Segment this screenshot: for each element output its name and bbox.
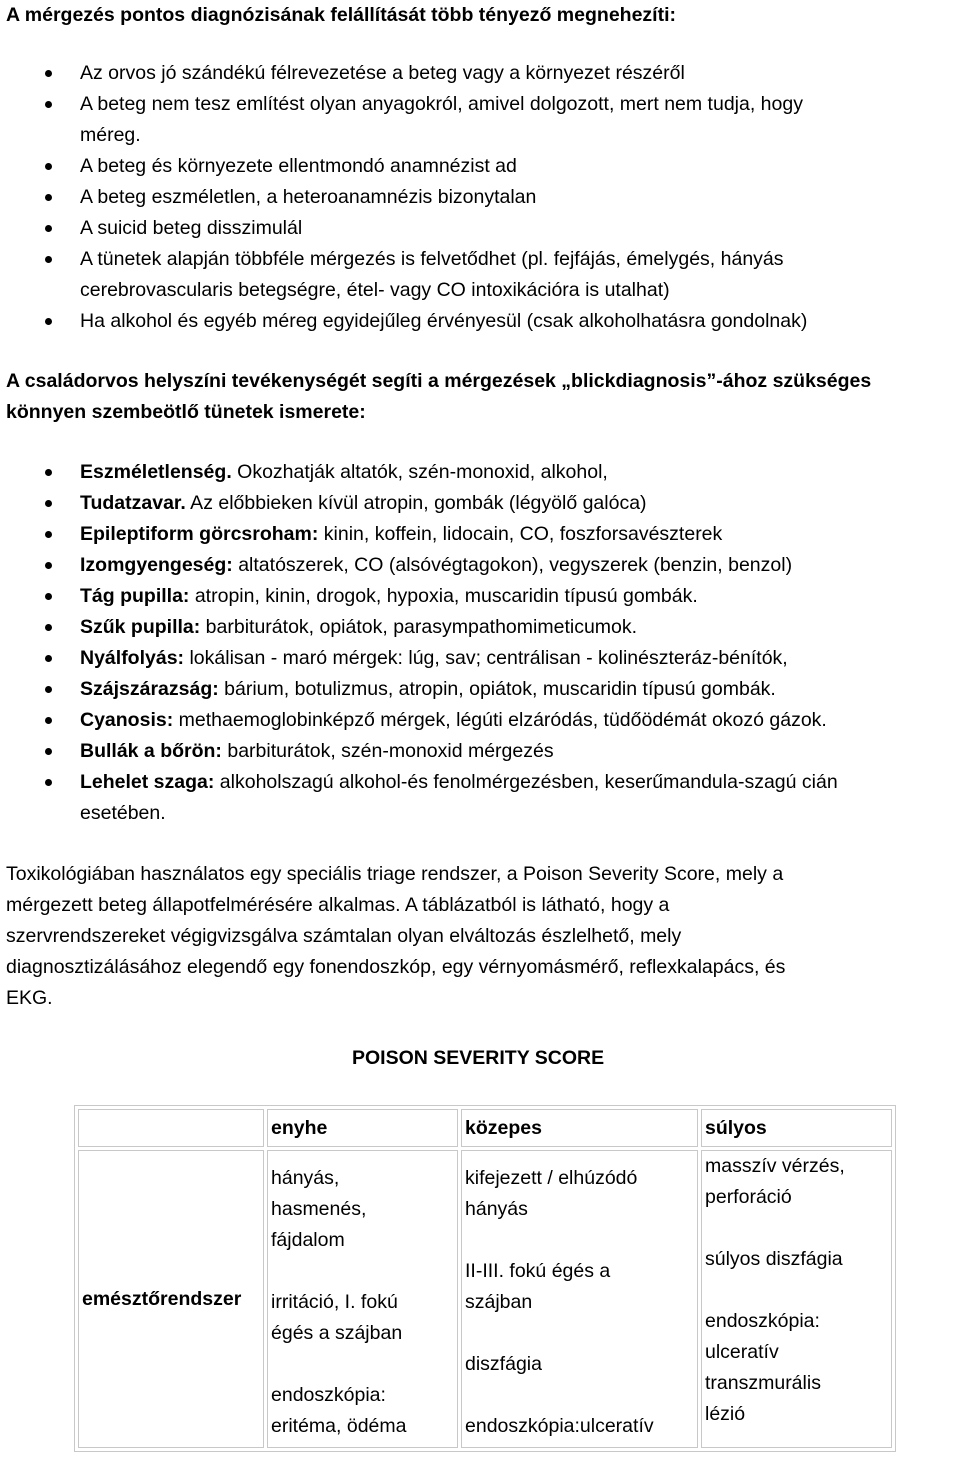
list-item: Eszméletlenség. Okozhatják altatók, szén-monoxid, alkohol, [0,457,838,488]
table-row [78,1150,892,1448]
header-cell-enyhe: enyhe [267,1109,458,1147]
list-item: A beteg nem tesz említést olyan anyagokról, amivel dolgozott, mert nem tudja, hogy méreg. [0,89,807,151]
row-label-cell: emésztőrendszer [78,1150,264,1448]
symptom-list [0,457,838,829]
list-item: Szájszárazság: bárium, botulizmus, atropin, opiátok, muscaridin típusú gombák. [0,674,838,705]
header-cell-kozepes: közepes [461,1109,698,1147]
header-cell-empty [78,1109,264,1147]
sulyos-cell: masszív vérzés, perforáció súlyos diszfágia endoszkópia: ulceratív transzmurális lézió [701,1150,892,1448]
blickdiagnosis-heading: A családorvos helyszíni tevékenységét segíti a mérgezések „blickdiagnosis”-ához szükséges könnyen szembeötlő tünetek ismerete: [6,370,872,423]
header-cell-sulyos: súlyos [701,1109,892,1147]
kozepes-cell: kifejezett / elhúzódó hányás II-III. fokú égés a szájban diszfágia endoszkópia:ulceratív [461,1150,698,1448]
list-item: Tudatzavar. Az előbbieken kívül atropin, gombák (légyölő galóca) [0,488,838,519]
list-item: Ha alkohol és egyéb méreg egyidejűleg érvényesül (csak alkoholhatásra gondolnak) [0,306,807,337]
list-item: A beteg eszméletlen, a heteroanamnézis bizonytalan [0,182,807,213]
list-item: Cyanosis: methaemoglobinképző mérgek, légúti elzáródás, tüdőödémát okozó gázok. [0,705,838,736]
table-title: POISON SEVERITY SCORE [352,1047,605,1069]
list-item: Epileptiform görcsroham: kinin, koffein, lidocain, CO, foszforsavészterek [0,519,838,550]
list-item: Izomgyengeség: altatószerek, CO (alsóvégtagokon), vegyszerek (benzin, benzol) [0,550,838,581]
list-item: Nyálfolyás: lokálisan - maró mérgek: lúg, sav; centrálisan - kolinészteráz-bénítók, [0,643,838,674]
list-item: Az orvos jó szándékú félrevezetése a beteg vagy a környezet részéről [0,58,807,89]
difficulty-list [0,58,807,337]
list-item: Lehelet szaga: alkoholszagú alkohol-és fenolmérgezésben, keserűmandula-szagú cián esetében. [0,767,838,829]
list-item: Tág pupilla: atropin, kinin, drogok, hypoxia, muscaridin típusú gombák. [0,581,838,612]
table-header-row [78,1109,892,1147]
list-item: A beteg és környezete ellentmondó anamnézist ad [0,151,807,182]
enyhe-cell: hányás, hasmenés, fájdalom irritáció, I. fokú égés a szájban endoszkópia: eritéma, ödéma [267,1150,458,1448]
list-item: A tünetek alapján többféle mérgezés is felvetődhet (pl. fejfájás, émelygés, hányás cerebrovascularis betegségre, étel- vagy CO intoxikációra is utalhat) [0,244,807,306]
triage-paragraph: Toxikológiában használatos egy speciális triage rendszer, a Poison Severity Score, mely a mérgezett beteg állapotfelmérésére alkalmas. A táblázatból is látható, hogy a szervrendszereket végigvizsgálva számtalan olyan elváltozás észlelhető, mely diagnosztizálásához elegendő egy fonendoszkóp, egy vérnyomásmérő, reflexkalapács, és EKG. [6,863,786,1009]
list-item: Szűk pupilla: barbiturátok, opiátok, parasympathomimeticumok. [0,612,838,643]
poison-severity-table [74,1105,896,1452]
list-item: Bullák a bőrön: barbiturátok, szén-monoxid mérgezés [0,736,838,767]
list-item: A suicid beteg disszimulál [0,213,807,244]
intro-heading: A mérgezés pontos diagnózisának felállítását több tényező megnehezíti: [6,4,676,26]
